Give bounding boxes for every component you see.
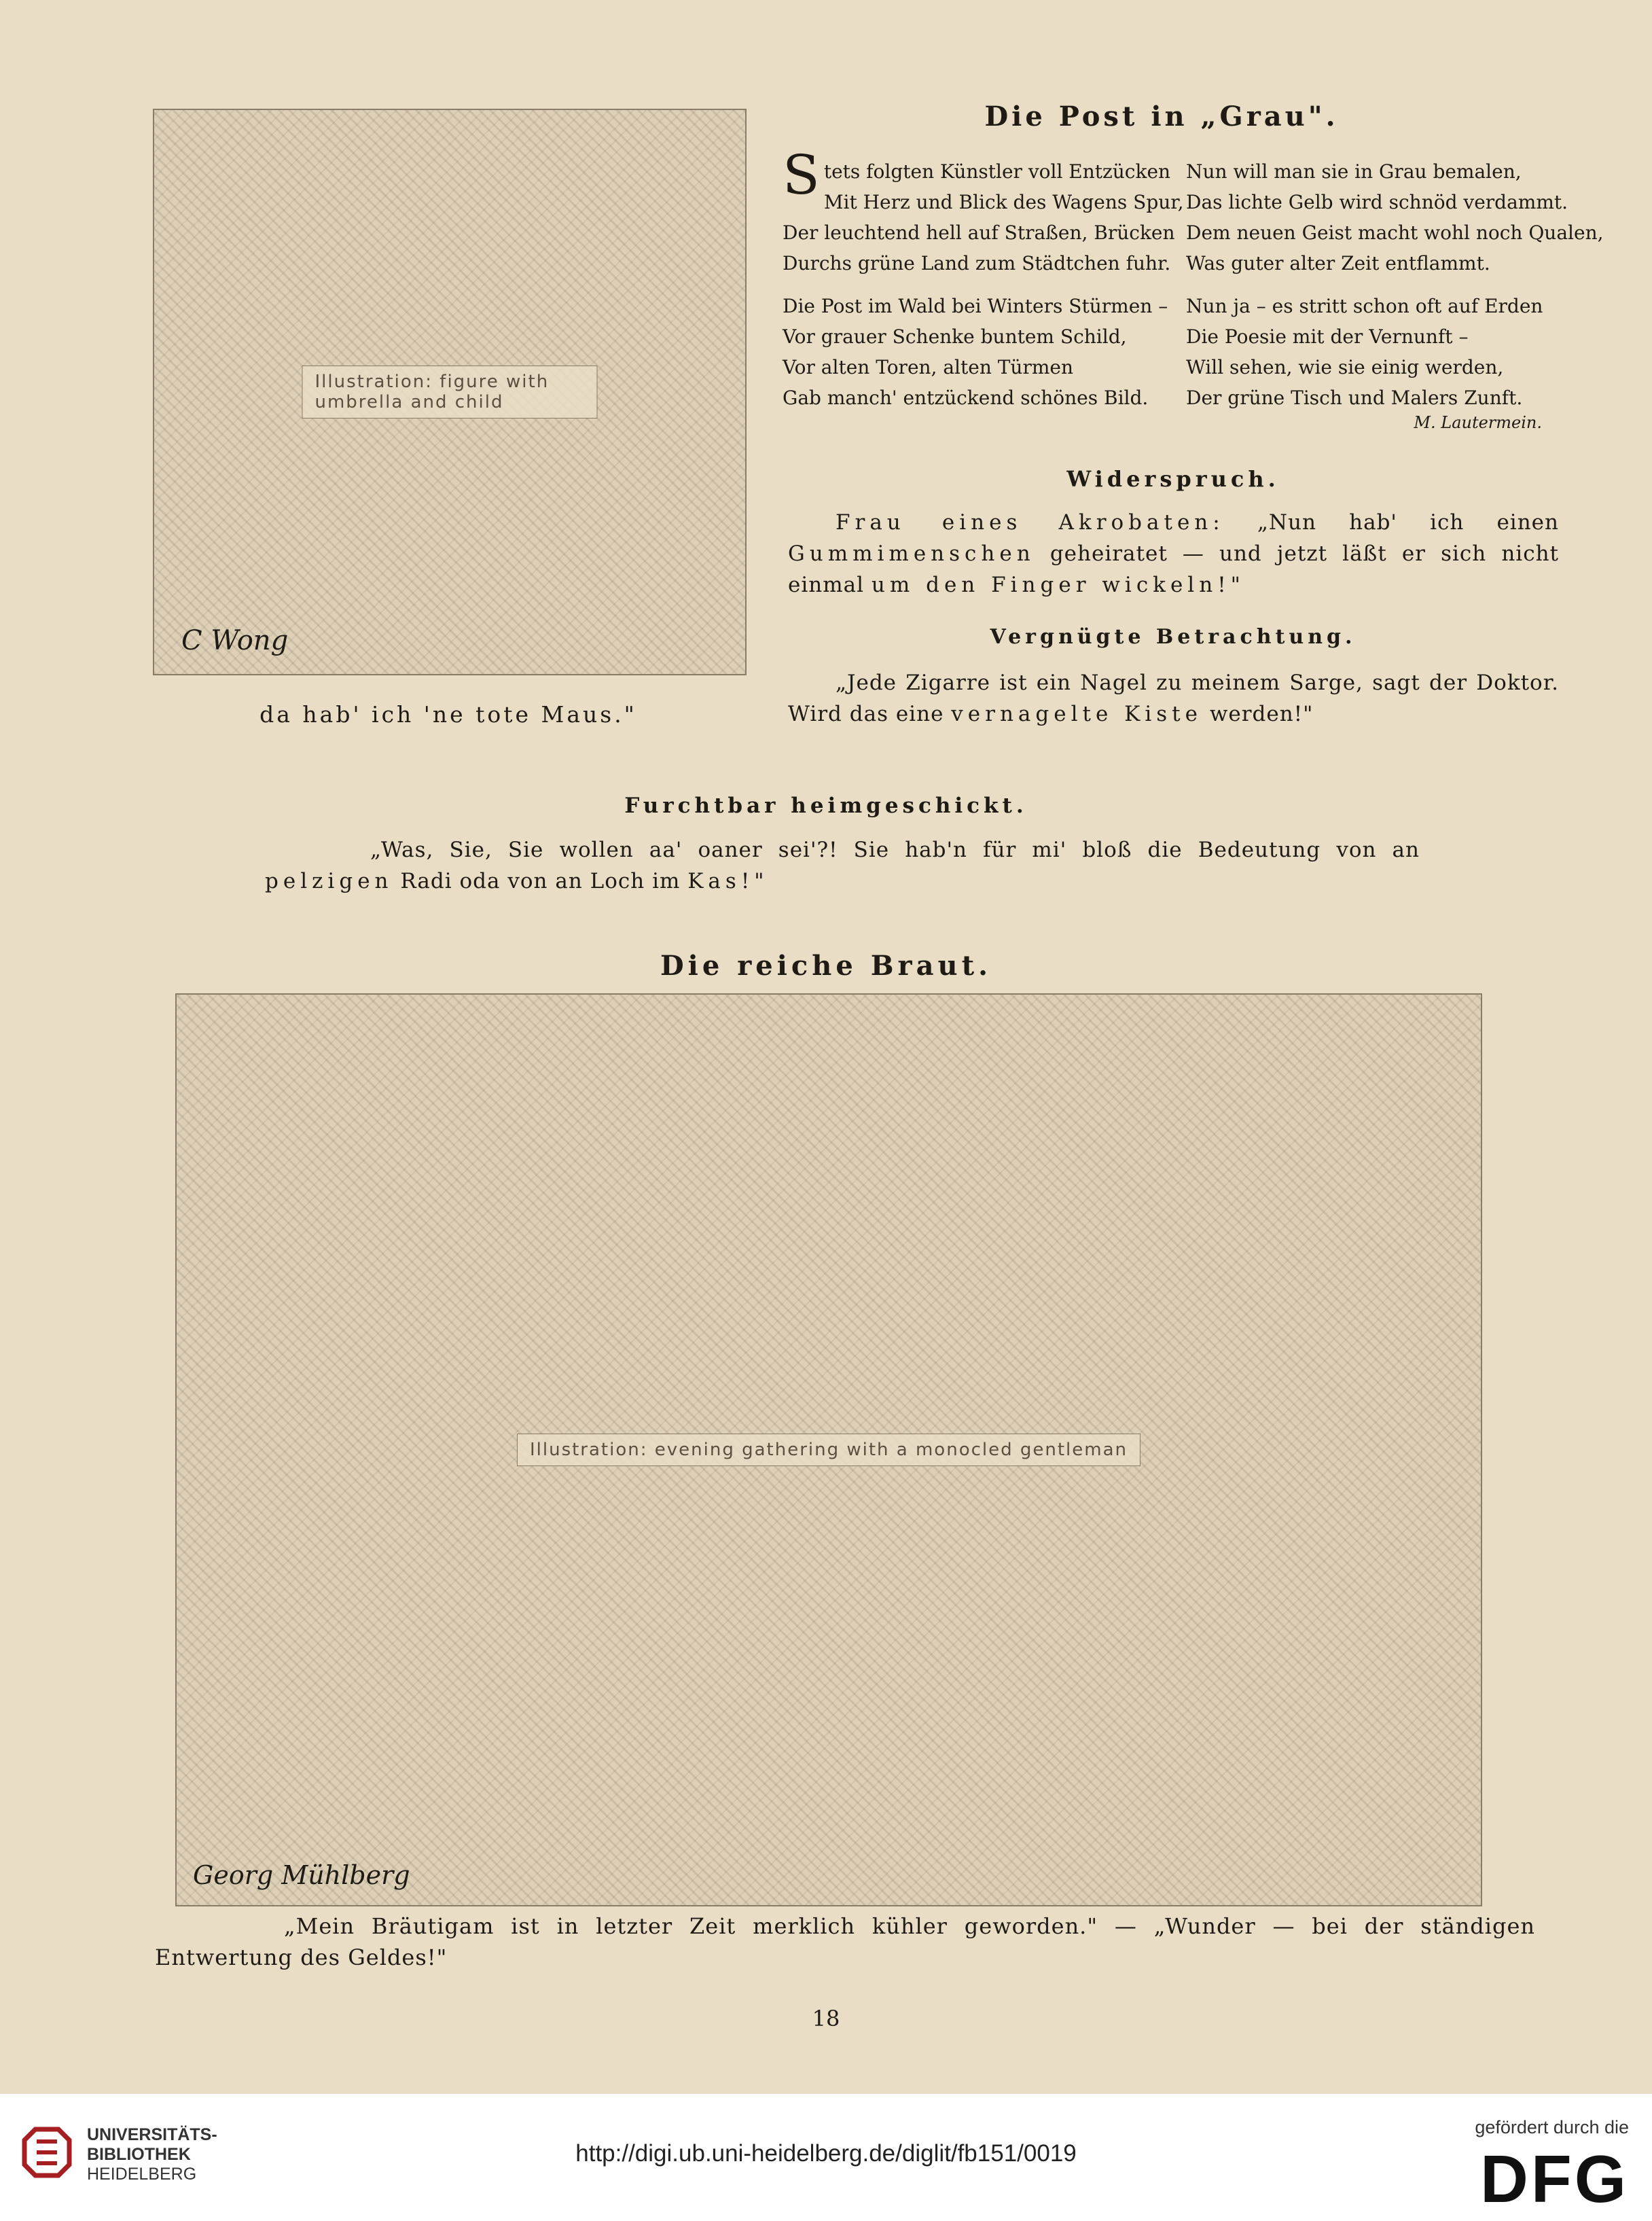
page-number: 18 (812, 2006, 840, 2031)
reiche-braut-signature: Georg Mühlberg (193, 1860, 410, 1890)
heimgeschickt-emphasis: Kas!" (687, 869, 769, 893)
poem-line: Dem neuen Geist macht wohl noch Qualen, (1186, 221, 1604, 244)
poem-line: Mit Herz und Blick des Wagens Spur, (823, 191, 1184, 213)
heimgeschickt-title: Furchtbar heimgeschickt. (624, 794, 1028, 818)
digitization-footer (0, 2094, 1652, 2221)
reiche-braut-illustration-label: Illustration: evening gathering with a monocled gentleman (517, 1434, 1141, 1466)
widerspruch-title: Widerspruch. (1066, 466, 1280, 492)
poem-stanza-2-left (783, 291, 1177, 413)
betrachtung-title: Vergnügte Betrachtung. (990, 625, 1357, 649)
heimgeschickt-text: „Was, Sie, Sie wollen aa' oaner sei'?! Sie hab'n für mi' bloß die Bedeutung von an pelzigen Radi oda von an Loch im Kas!" (265, 838, 1420, 893)
drop-cap: S (783, 143, 820, 207)
poem-line: Gab manch' entzückend schönes Bild. (783, 387, 1149, 409)
poem-stanza-1-right (1186, 156, 1604, 279)
poem-author: M. Lautermein. (1414, 413, 1542, 432)
reiche-braut-illustration (175, 993, 1482, 1906)
poem-line: Nun will man sie in Grau bemalen, (1186, 160, 1522, 183)
poem-line: Durchs grüne Land zum Städtchen fuhr. (783, 252, 1171, 274)
poem-line: Das lichte Gelb wird schnöd verdammt. (1186, 191, 1568, 213)
poem-stanza-2-right (1186, 291, 1566, 413)
dfg-logo: DFG (1480, 2142, 1629, 2216)
top-illustration-signature: C Wong (181, 625, 289, 656)
betrachtung-text: „Jede Zigarre ist ein Nagel zu meinem Sarge, sagt der Doktor. Wird das eine vernagelte Kiste werden!" (788, 671, 1559, 726)
poem-line: Vor alten Toren, alten Türmen (783, 356, 1073, 378)
betrachtung-emphasis: vernagelte Kiste (951, 702, 1202, 726)
poem-line: Die Post im Wald bei Winters Stürmen – (783, 295, 1168, 317)
poem-line: Vor grauer Schenke buntem Schild, (783, 325, 1127, 348)
widerspruch-emphasis: um den Finger wickeln!" (871, 573, 1245, 597)
poem-line: Was guter alter Zeit entflammt. (1186, 252, 1490, 274)
heimgeschickt-emphasis: pelzigen (265, 869, 393, 893)
poem-line: Der leuchtend hell auf Straßen, Brücken (783, 221, 1175, 244)
poem-title: Die Post in „Grau". (984, 101, 1339, 132)
source-url-link[interactable]: http://digi.ub.uni-heidelberg.de/diglit/fb151/0019 (575, 2140, 1077, 2167)
poem-line: Die Poesie mit der Vernunft – (1186, 325, 1469, 348)
poem-line: Will sehen, wie sie einig werden, (1186, 356, 1504, 378)
poem-stanza-1-left (783, 143, 1184, 279)
reiche-braut-caption: „Mein Bräutigam ist in letzter Zeit merklich kühler geworden." — „Wunder — bei der ständigen Entwertung des Geldes!" (155, 1913, 1535, 1970)
widerspruch-text: Frau eines Akrobaten: „Nun hab' ich einen Gummimenschen geheiratet — und jetzt läßt er sich nicht einmal um den Finger wickeln!" (788, 510, 1559, 597)
poem-line: Stets folgten Künstler voll Entzücken (783, 143, 1171, 207)
top-illustration (153, 109, 747, 675)
reiche-braut-title: Die reiche Braut. (660, 950, 992, 982)
widerspruch-speaker: Frau eines Akrobaten: (836, 510, 1225, 535)
library-name: UNIVERSITÄTS- BIBLIOTHEK HEIDELBERG (87, 2125, 217, 2184)
poem-line: Der grüne Tisch und Malers Zunft. (1186, 387, 1523, 409)
top-illustration-label: Illustration: figure with umbrella and child (302, 366, 598, 419)
top-illustration-caption: da hab' ich 'ne tote Maus." (259, 701, 637, 728)
funded-by-text: gefördert durch die (1475, 2117, 1629, 2137)
poem-line: Nun ja – es stritt schon oft auf Erden (1186, 295, 1543, 317)
widerspruch-emphasis: Gummimenschen (788, 541, 1035, 566)
